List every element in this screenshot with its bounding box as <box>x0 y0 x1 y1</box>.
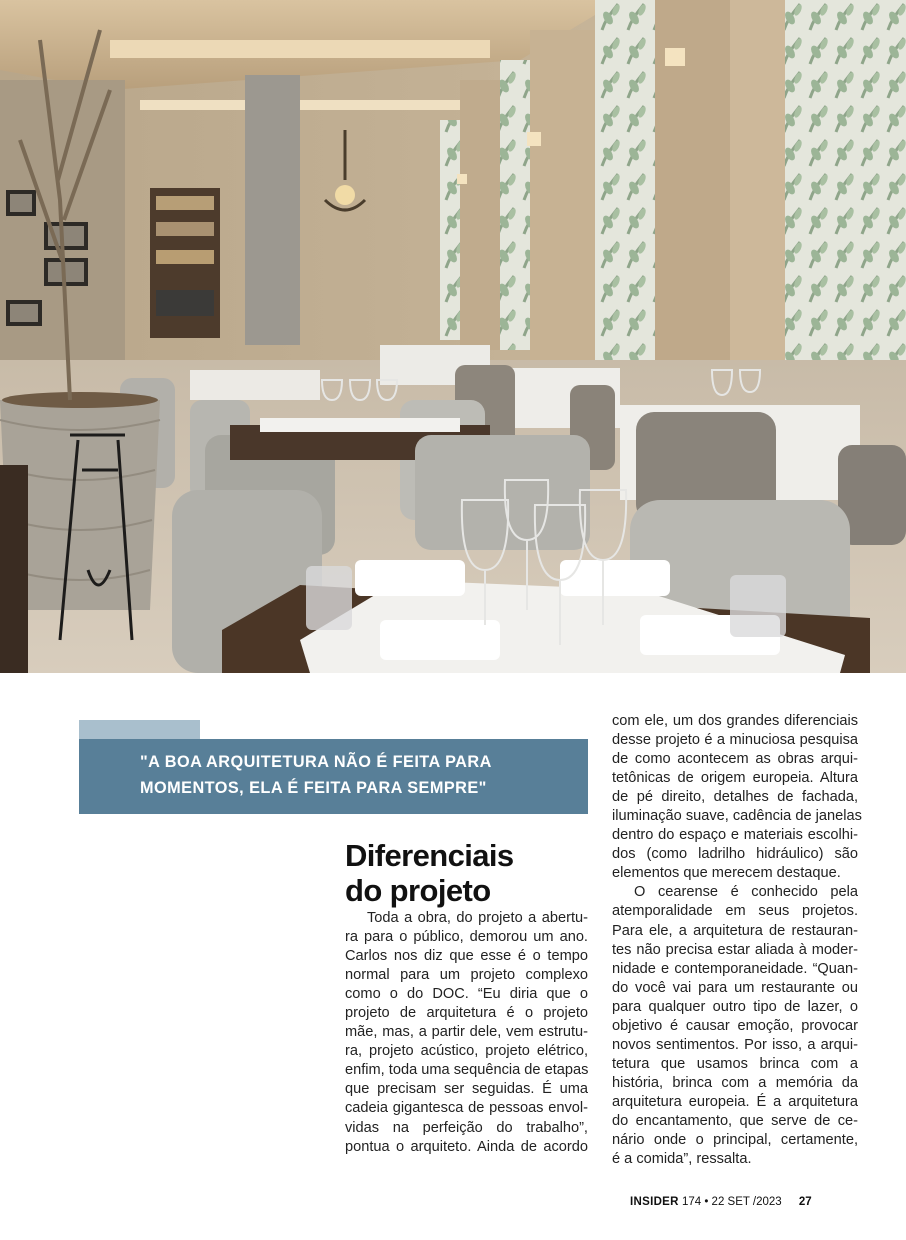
body-text-line: vidas na perfeição do trabalho”, <box>345 1119 588 1136</box>
pull-quote-line: "A BOA ARQUITETURA NÃO É FEITA PARA <box>140 753 492 771</box>
body-text-line: normal para um projeto complexo <box>345 967 588 984</box>
pull-quote-box <box>79 739 588 814</box>
body-text-line: como o do DOC. “Eu diria que o <box>345 986 588 1003</box>
body-text-line: atemporalidade em seus projetos. <box>612 903 858 920</box>
pull-quote <box>140 749 580 801</box>
body-text-line: projeto de arquitetura é o projeto <box>345 1005 588 1022</box>
body-text-line: dos (como ladrilho hidráulico) são <box>612 846 858 863</box>
body-text-line: dentro do espaço e materiais escolhi- <box>612 827 858 844</box>
body-column-right <box>612 712 862 1169</box>
body-text-line: tetônicas de origem europeia. Altura <box>612 770 858 787</box>
body-text-line: arquitetura europeia. É a arquitetura <box>612 1093 858 1110</box>
body-text-line: novos sentimentos. Por isso, a arqui- <box>612 1036 858 1053</box>
body-text-line: que precisam ser seguidas. É uma <box>345 1081 588 1098</box>
section-heading <box>345 838 585 908</box>
pull-quote-line: MOMENTOS, ELA É FEITA PARA SEMPRE" <box>140 779 487 797</box>
body-text-line: objetivo é causar emoção, provocar <box>612 1017 858 1034</box>
body-text-line: com ele, um dos grandes diferenciais <box>612 713 858 729</box>
quote-accent-tab <box>79 720 200 739</box>
body-text-line: de pé direito, detalhes de fachada, <box>612 789 858 806</box>
body-text-line: nidade e contemporaneidade. “Quan- <box>612 960 858 977</box>
body-text-line: Carlos nos diz que esse é o tempo <box>345 948 588 965</box>
body-text-line: ra, projeto acústico, projeto elétrico, <box>345 1043 588 1060</box>
body-text-line: mãe, mas, a partir dele, vem estrutu- <box>345 1024 588 1041</box>
body-text-line: ra para o público, demorou um ano. <box>345 929 588 946</box>
body-text-line: O cearense é conhecido pela <box>634 884 858 901</box>
body-text-line: cadeia gigantesca de pessoas envol- <box>345 1100 588 1117</box>
magazine-name: INSIDER <box>630 1196 679 1208</box>
body-text-line: tetura que usamos brinca com a <box>612 1055 858 1072</box>
page-footer <box>630 1196 812 1208</box>
body-text-line: é a comida”, ressalta. <box>612 1151 752 1168</box>
body-text-line: do você vai para um restaurante ou <box>612 979 858 996</box>
body-text-line: desse projeto é a minuciosa pesquisa <box>612 732 858 749</box>
body-text-line: de como acontecem as obras arqui- <box>612 751 858 768</box>
body-column-left <box>345 909 588 1157</box>
body-text-line: tes não precisa estar aliada à moder- <box>612 941 858 958</box>
body-text-line: Para ele, a arquitetura de restauran- <box>612 922 858 939</box>
body-text-line: enfim, toda uma sequência de etapas <box>345 1062 589 1079</box>
section-heading-line: Diferenciais <box>345 838 514 873</box>
body-text-line: nário onde o principal, certamente, <box>612 1132 858 1149</box>
body-text-line: para qualquer outro tipo de lazer, o <box>612 998 858 1015</box>
body-text-line: pontua o arquiteto. Ainda de acordo <box>345 1138 588 1155</box>
page-number: 27 <box>798 1196 812 1208</box>
body-text-line: Toda a obra, do projeto a abertu- <box>367 910 588 926</box>
body-text-line: iluminação suave, cadência de janelas <box>612 808 862 825</box>
body-text-line: do encantamento, que serve de ce- <box>612 1112 858 1129</box>
body-text-line: história, brinca com a memória da <box>612 1074 858 1091</box>
section-heading-line: do projeto <box>345 873 491 908</box>
body-text-line: elementos que merecem destaque. <box>612 865 841 882</box>
issue-info: 174 • 22 SET /2023 <box>681 1196 782 1208</box>
